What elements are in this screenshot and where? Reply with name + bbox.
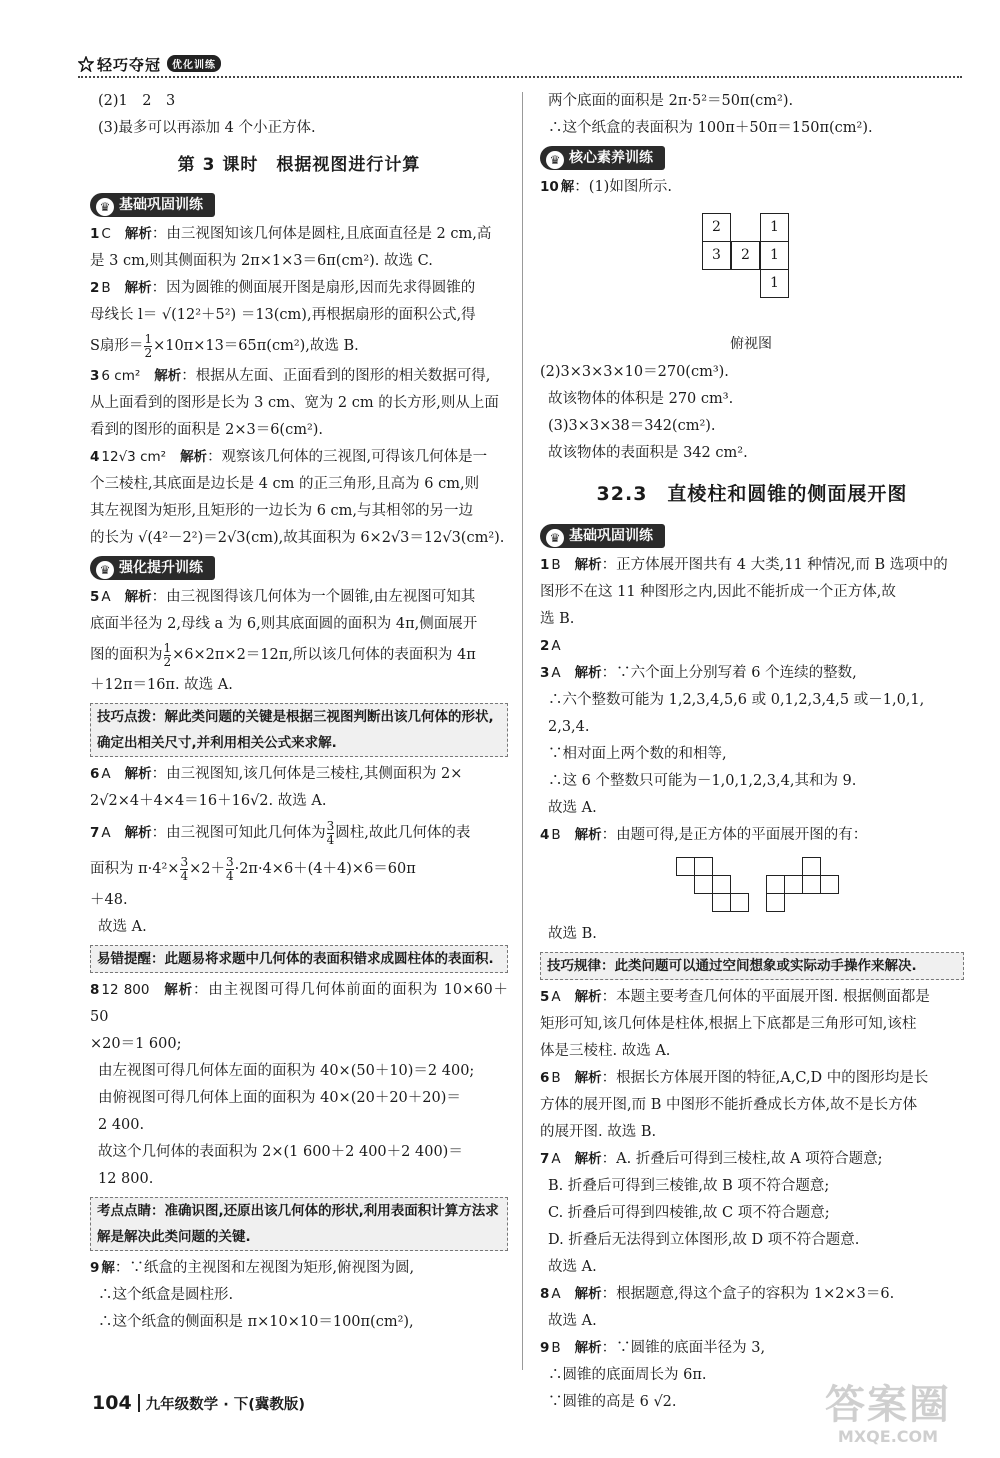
section-badge: ♛ 强化提升训练 xyxy=(90,556,215,580)
net-cell xyxy=(730,893,749,912)
crown-icon: ♛ xyxy=(96,561,114,579)
top-view-figure xyxy=(540,205,964,355)
grid-cell: 1 xyxy=(760,241,789,270)
section-badge: ♛ 基础巩固训练 xyxy=(90,193,215,217)
answer-item: 2 B 解析：因为圆锥的侧面展开图是扇形,因而先求得圆锥的 母线长 l＝ √(12²＋5²) ＝13(cm),再根据扇形的面积公式,得 S扇形＝ $\frac{1}{2}$ ×10π×13＝65π(cm²),故选 B. xyxy=(90,280,476,360)
answer-item: 3 A 解析：∵六个面上分别写着 6 个连续的整数, ∴六个整数可能为 1,2,3,4,5,6 或 0,1,2,3,4,5 或－1,0,1, 2,3,4. ∵相对面上两个数的和相等, ∴这 6 个整数只可能为－1,0,1,2,3,4,其和为 9. 故选 A. xyxy=(540,665,925,816)
star-icon xyxy=(78,56,94,72)
answer-item: 8 A 解析：根据题意,得这个盒子的容积为 1×2×3＝6. 故选 A. xyxy=(540,1286,895,1329)
answer-item: 2 A xyxy=(540,638,561,654)
answer-item: 7 A 解析：由三视图可知此几何体为 $\frac{3}{4}$ 圆柱,故此几何体的表 面积为 π·4²× $\frac{3}{4}$ ×2＋ $\frac{3}{4}$ ·2π·4×6＋(4＋4)×6＝60π ＋48. 故选 A. xyxy=(90,818,471,935)
answer-item: 4 12√3 cm² 解析：观察该几何体的三视图,可得该几何体是一 个三棱柱,其底面是边长是 4 cm 的正三角形,且高为 6 cm,则 其左视图为矩形,且矩形的一边长为 6 cm,与其相邻的另一边 的长为 √(4²－2²)＝2√3(cm),故其面积为 6×2√3＝12√3(cm²). xyxy=(90,449,505,546)
page-number: 104 xyxy=(92,1392,132,1414)
header-divider xyxy=(78,76,962,78)
net-cell xyxy=(712,893,731,912)
section-badge: ♛ 基础巩固训练 xyxy=(540,524,665,548)
answer-line: (2)1 2 3 xyxy=(98,93,176,109)
answer-item: 6 A 解析：由三视图知,该几何体是三棱柱,其侧面积为 2× 2√2×4＋4×4＝16＋16√2. 故选 A. xyxy=(90,766,463,809)
answer-item: 10 解：(1)如图所示. 2 1 3 2 1 1 俯视图 (2)3×3×3×10＝270(cm³). 故该物体的体积是 270 cm³. (3)3×3×38＝342(cm²). 故该物体的表面积是 342 cm². xyxy=(540,174,964,467)
crown-icon: ♛ xyxy=(546,151,564,169)
grid-cell: 2 xyxy=(731,241,760,270)
answer-item: 8 12 800 解析：由主视图可得几何体前面的面积为 10×60＋50 ×20＝1 600; 由左视图可得几何体左面的面积为 40×(50＋10)＝2 400; 由俯视图可得几何体上面的面积为 40×(20＋20＋20)＝ 2 400. 故这个几何体的表面积为 2×(1 600＋2 400＋2 400)＝ 12 800. xyxy=(90,982,508,1187)
fraction: $\frac{1}{2}$ xyxy=(163,640,172,669)
tip-box: 考点点睛：准确识图,还原出该几何体的形状,利用表面积计算方法求解是解决此类问题的关键. xyxy=(90,1197,508,1251)
answer-line: ∴这个纸盒的表面积为 100π＋50π＝150π(cm²). xyxy=(548,120,873,136)
left-column xyxy=(90,88,508,1336)
answer-item: 6 B 解析：根据长方体展开图的特征,A,C,D 中的图形均是长 方体的展开图,而 B 中图形不能折叠成长方体,故不是长方体 的展开图. 故选 B. xyxy=(540,1070,929,1140)
crown-icon: ♛ xyxy=(96,198,114,216)
cube-net-figures xyxy=(540,851,964,917)
book-title: 九年级数学 · 下(冀教版) xyxy=(145,1397,306,1413)
net-cell xyxy=(694,857,713,876)
answer-item: 1 C 解析：由三视图知该几何体是圆柱,且底面直径是 2 cm,高 是 3 cm,则其侧面积为 2π×1×3＝6π(cm²). 故选 C. xyxy=(90,226,492,269)
right-column xyxy=(540,88,964,1416)
logo-subtitle: 优化训练 xyxy=(167,55,221,72)
footer-separator xyxy=(138,1394,140,1412)
column-divider xyxy=(522,92,523,1370)
answer-item: 5 A 解析：本题主要考查几何体的平面展开图. 根据侧面都是 矩形可知,该几何体是柱体,根据上下底都是三角形可知,该柱 体是三棱柱. 故选 A. xyxy=(540,989,930,1059)
logo-text: 轻巧夺冠 xyxy=(97,56,162,74)
fraction: $\frac{3}{4}$ xyxy=(326,818,335,847)
answer-item: 9 B 解析：∵圆锥的底面半径为 3, ∴圆锥的底面周长为 6π. ∵圆锥的高是 6 √2. xyxy=(540,1340,766,1410)
net-cell xyxy=(802,875,821,894)
fraction: $\frac{3}{4}$ xyxy=(180,854,189,883)
figure-caption: 俯视图 xyxy=(730,336,772,352)
tip-box: 技巧点拨：解此类问题的关键是根据三视图判断出该几何体的形状,确定出相关尺寸,并利用相关公式来求解. xyxy=(90,703,508,757)
answer-line: (3)最多可以再添加 4 个小正方体. xyxy=(98,120,316,136)
answer-item: 7 A 解析：A. 折叠后可得到三棱柱,故 A 项符合题意; B. 折叠后可得到三棱锥,故 B 项不符合题意; C. 折叠后可得到四棱锥,故 C 项不符合题意; D. 折叠后无法得到立体图形,故 D 项不符合题意. 故选 A. xyxy=(540,1151,883,1275)
grid-cell: 1 xyxy=(760,213,789,242)
grid-cell: 2 xyxy=(702,213,731,242)
net-cell xyxy=(784,875,803,894)
tip-box: 技巧规律：此类问题可以通过空间想象或实际动手操作来解决. xyxy=(540,952,964,980)
net-cell xyxy=(712,875,731,894)
net-cell xyxy=(802,857,821,876)
brand-logo xyxy=(78,54,221,75)
tip-box: 易错提醒：此题易将求题中几何体的表面积错求成圆柱体的表面积. xyxy=(90,945,508,973)
answer-item: 5 A 解析：由三视图得该几何体为一个圆锥,由左视图可知其 底面半径为 2,母线 a 为 6,则其底面圆的面积为 4π,侧面展开 图的面积为 $\frac{1}{2}$ ×6×2π×2＝12π,所以该几何体的表面积为 4π ＋12π＝16π. 故选 A. xyxy=(90,589,478,693)
answer-item: 3 6 cm² 解析：根据从左面、正面看到的图形的相关数据可得, 从上面看到的图形是长为 3 cm、宽为 2 cm 的长方形,则从上面 看到的图形的面积是 2×3＝6(cm²). xyxy=(90,368,499,438)
page-header xyxy=(78,52,958,78)
net-cell xyxy=(820,875,839,894)
fraction: $\frac{1}{2}$ xyxy=(144,331,153,360)
net-cell xyxy=(694,875,713,894)
answer-line: 两个底面的面积是 2π·5²＝50π(cm²). xyxy=(548,93,794,109)
watermark: 答案圈 MXQE.COM xyxy=(825,1382,951,1446)
net-cell xyxy=(766,893,785,912)
section-badge: ♛ 核心素养训练 xyxy=(540,146,665,170)
grid-cell: 3 xyxy=(702,241,731,270)
grid-cell: 1 xyxy=(760,269,789,298)
answer-item: 1 B 解析：正方体展开图共有 4 大类,11 种情况,而 B 选项中的 图形不在这 11 种图形之内,因此不能折成一个正方体,故 选 B. xyxy=(540,557,948,627)
fraction: $\frac{3}{4}$ xyxy=(225,854,234,883)
net-cell xyxy=(766,875,785,894)
answer-item: 4 B 解析：由题可得,是正方体的平面展开图的有： 故选 B. xyxy=(540,822,964,948)
answer-item: 9 解：∵纸盒的主视图和左视图为矩形,俯视图为圆, ∴这个纸盒是圆柱形. ∴这个纸盒的侧面积是 π×10×10＝100π(cm²), xyxy=(90,1260,415,1330)
section-title: 32.3 直棱柱和圆锥的侧面展开图 xyxy=(596,483,908,505)
net-cell xyxy=(676,857,695,876)
crown-icon: ♛ xyxy=(546,529,564,547)
page-footer xyxy=(92,1392,305,1414)
lesson-title: 第 3 课时 根据视图进行计算 xyxy=(177,155,421,175)
